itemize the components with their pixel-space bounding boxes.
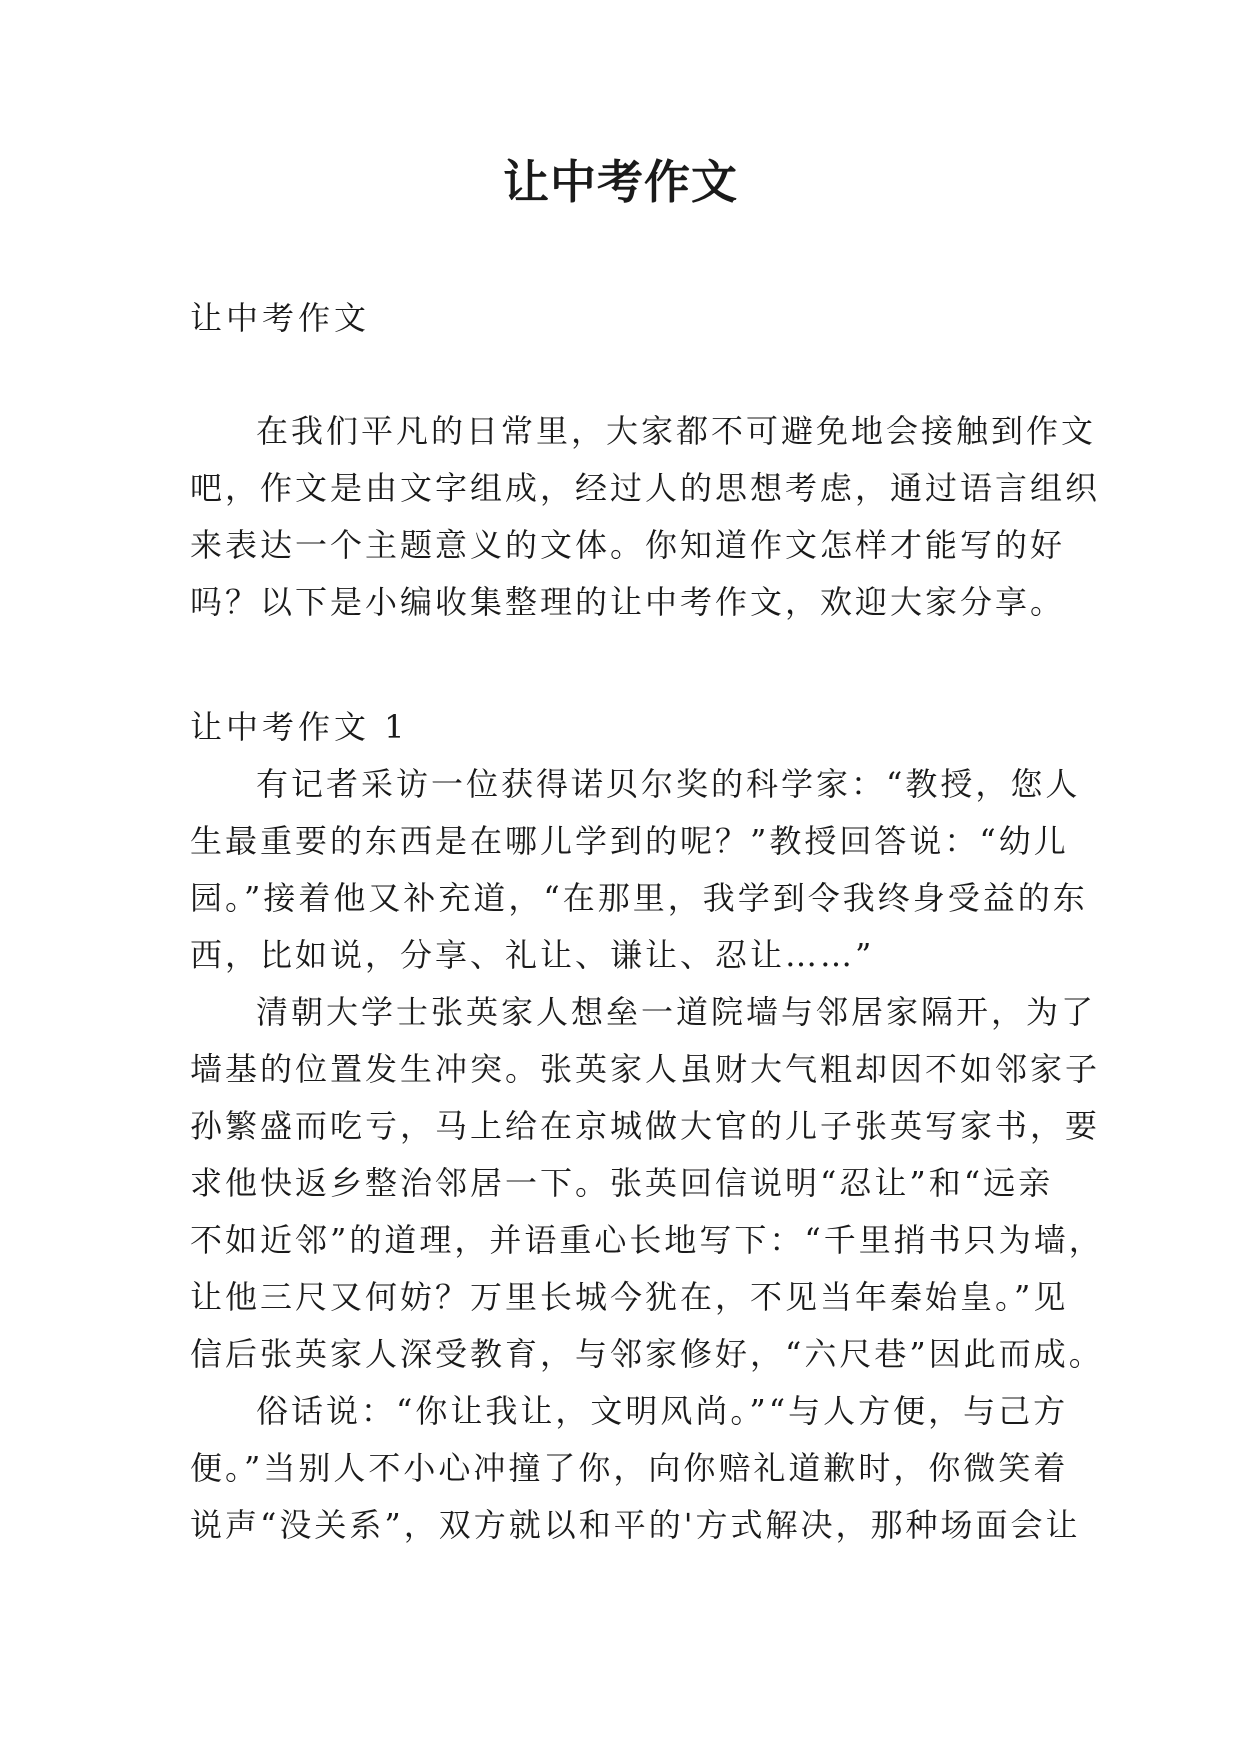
paragraph-line: 吗？以下是小编收集整理的让中考作文，欢迎大家分享。 (190, 583, 1066, 621)
paragraph-line: 清朝大学士张英家人想垒一道院墙与邻居家隔开，为了 (256, 993, 1097, 1031)
paragraph-line: 墙基的位置发生冲突。张英家人虽财大气粗却因不如邻家子 (190, 1050, 1101, 1088)
paragraph-line: 信后张英家人深受教育，与邻家修好，“六尺巷”因此而成。 (190, 1335, 1104, 1373)
paragraph-line: 来表达一个主题意义的文体。你知道作文怎样才能写的好 (190, 526, 1066, 564)
paragraph-line: 让他三尺又何妨？万里长城今犹在，不见当年秦始皇。”见 (190, 1278, 1069, 1316)
paragraph-line: 在我们平凡的日常里，大家都不可避免地会接触到作文 (256, 412, 1097, 450)
section-1 (190, 699, 1104, 1554)
paragraph-line: 俗话说：“你让我让，文明风尚。”“与人方便，与己方 (256, 1392, 1069, 1430)
paragraph-line: 有记者采访一位获得诺贝尔奖的科学家：“教授，您人 (256, 765, 1081, 803)
paragraph-line: 不如近邻”的道理，并语重心长地写下：“千里捎书只为墙， (190, 1221, 1104, 1259)
paragraph-line: 吧，作文是由文字组成，经过人的思想考虑，通过语言组织 (190, 469, 1101, 507)
paragraph-line: 生最重要的东西是在哪儿学到的呢？”教授回答说：“幼儿 (190, 822, 1069, 860)
document-subtitle: 让中考作文 (190, 299, 371, 337)
section-heading: 让中考作文 1 (190, 708, 409, 746)
intro-paragraph (190, 403, 1101, 631)
paragraph-line: 便。”当别人不小心冲撞了你，向你赔礼道歉时，你微笑着 (190, 1449, 1069, 1487)
paragraph-line: 西，比如说，分享、礼让、谦让、忍让……” (190, 936, 875, 974)
paragraph-line: 求他快返乡整治邻居一下。张英回信说明“忍让”和“远亲 (190, 1164, 1054, 1202)
paragraph-line: 园。”接着他又补充道，“在那里，我学到令我终身受益的东 (190, 879, 1088, 917)
paragraph-line: 说声“没关系”，双方就以和平的'方式解决，那种场面会让 (190, 1506, 1081, 1544)
document-title: 让中考作文 (503, 155, 738, 209)
paragraph-line: 孙繁盛而吃亏，马上给在京城做大官的儿子张英写家书，要 (190, 1107, 1101, 1145)
